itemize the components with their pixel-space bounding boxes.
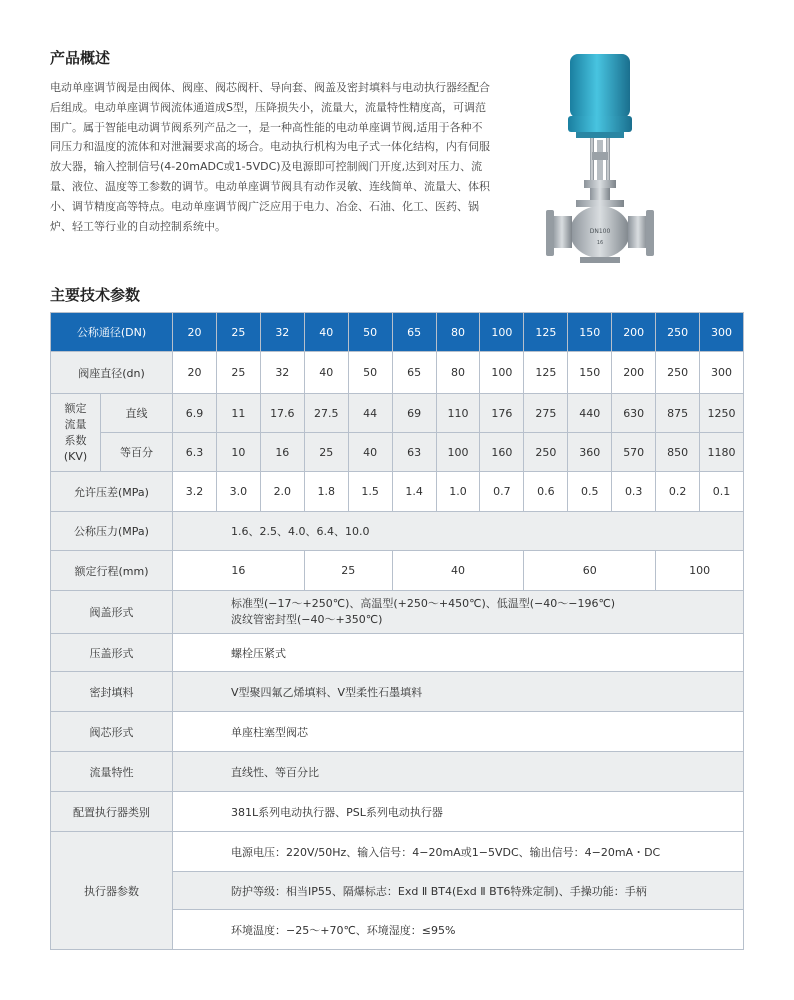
kv-linear-value: 17.6 xyxy=(260,394,304,433)
table-row xyxy=(51,352,744,394)
travel-value: 25 xyxy=(304,551,392,591)
seat-dn-value: 40 xyxy=(304,352,348,394)
table-row xyxy=(51,712,744,752)
actuator-params-label: 执行器参数 xyxy=(51,832,173,950)
kv-linear-value: 440 xyxy=(568,394,612,433)
flow-char-value: 直线性、等百分比 xyxy=(173,752,744,792)
kv-equal-value: 1180 xyxy=(700,433,744,472)
table-row xyxy=(51,634,744,672)
seat-dn-value: 80 xyxy=(436,352,480,394)
dn-value: 25 xyxy=(216,313,260,352)
travel-value: 100 xyxy=(656,551,744,591)
kv-equal-value: 63 xyxy=(392,433,436,472)
specs-heading: 主要技术参数 xyxy=(50,286,141,304)
table-row xyxy=(51,752,744,792)
kv-linear-value: 69 xyxy=(392,394,436,433)
pressure-diff-value: 1.8 xyxy=(304,472,348,512)
dn-value: 32 xyxy=(260,313,304,352)
kv-linear-label: 直线 xyxy=(101,394,173,433)
kv-linear-value: 275 xyxy=(524,394,568,433)
kv-linear-value: 27.5 xyxy=(304,394,348,433)
kv-equal-value: 40 xyxy=(348,433,392,472)
flow-char-label: 流量特性 xyxy=(51,752,173,792)
bonnet-value xyxy=(173,591,744,634)
kv-equal-value: 25 xyxy=(304,433,348,472)
nominal-pressure-value: 1.6、2.5、4.0、6.4、10.0 xyxy=(173,512,744,551)
overview-paragraph: 电动单座调节阀是由阀体、阀座、阀芯阀杆、导向套、阀盖及密封填料与电动执行器经配合后组成。电动单座调节阀流体通道成S型，压降损失小，流量大，流量特性精度高，可调范围广。属于智能电动调节阀系列产品之一，是一种高性能的电动单座调节阀,适用于各种不同压力和温度的流体和对泄漏要求高的场合。电动执行机构为电子式一体化结构，内有伺服放大器，输入控制信号(4-20mADC或1-5VDC)及电源即可控制阀门开度,达到对压力、流量、液位、温度等工参数的调节。电动单座调节阀具有动作灵敏、连线简单、流量大、体积小、调节精度高等特点。电动单座调节阀广泛应用于电力、冶金、石油、化工、医药、锅炉、轻工等行业的自动控制系统中。 xyxy=(50,81,490,233)
dn-value: 150 xyxy=(568,313,612,352)
dn-value: 300 xyxy=(700,313,744,352)
actuator-type-label: 配置执行器类别 xyxy=(51,792,173,832)
dn-value: 20 xyxy=(173,313,217,352)
pressure-diff-value: 3.2 xyxy=(173,472,217,512)
seat-dn-label: 阀座直径(dn) xyxy=(51,352,173,394)
kv-label-line: 系数 xyxy=(64,433,87,447)
travel-label: 额定行程(mm) xyxy=(51,551,173,591)
kv-linear-value: 630 xyxy=(612,394,656,433)
table-row xyxy=(51,433,744,472)
dn-value: 125 xyxy=(524,313,568,352)
spec-table xyxy=(50,312,744,950)
table-row xyxy=(51,394,744,433)
table-row xyxy=(51,672,744,712)
kv-linear-value: 6.9 xyxy=(173,394,217,433)
pressure-diff-value: 1.0 xyxy=(436,472,480,512)
pressure-diff-value: 1.5 xyxy=(348,472,392,512)
table-row xyxy=(51,512,744,551)
kv-label-line: 额定 xyxy=(64,401,87,415)
kv-label-line: (KV) xyxy=(63,449,88,463)
kv-label xyxy=(51,394,101,472)
pressure-diff-value: 2.0 xyxy=(260,472,304,512)
travel-value: 16 xyxy=(173,551,305,591)
seat-dn-value: 25 xyxy=(216,352,260,394)
kv-linear-value: 44 xyxy=(348,394,392,433)
pressure-diff-label: 允许压差(MPa) xyxy=(51,472,173,512)
kv-equal-value: 6.3 xyxy=(173,433,217,472)
kv-linear-value: 11 xyxy=(216,394,260,433)
bonnet-line: 标准型(−17～+250℃)、高温型(+250～+450℃)、低温型(−40～−196℃) xyxy=(231,597,616,610)
seat-dn-value: 20 xyxy=(173,352,217,394)
kv-linear-value: 110 xyxy=(436,394,480,433)
seat-dn-value: 300 xyxy=(700,352,744,394)
bonnet-label: 阀盖形式 xyxy=(51,591,173,634)
seat-dn-value: 32 xyxy=(260,352,304,394)
actuator-power-value: 电源电压：220V/50Hz、输入信号：4−20mA或1−5VDC、输出信号：4−20mA・DC xyxy=(173,832,744,872)
nominal-pressure-label: 公称压力(MPa) xyxy=(51,512,173,551)
dn-value: 250 xyxy=(656,313,700,352)
kv-linear-value: 1250 xyxy=(700,394,744,433)
table-row xyxy=(51,313,744,352)
seat-dn-value: 250 xyxy=(656,352,700,394)
kv-label-line: 流量 xyxy=(64,417,87,431)
overview-heading: 产品概述 xyxy=(50,49,111,67)
actuator-type-value: 381L系列电动执行器、PSL系列电动执行器 xyxy=(173,792,744,832)
valve-body-marking: DN100 xyxy=(589,228,611,235)
dn-value: 200 xyxy=(612,313,656,352)
seat-dn-value: 65 xyxy=(392,352,436,394)
actuator-protection-value: 防护等级：相当IP55、隔爆标志：Exd Ⅱ BT4(Exd Ⅱ BT6特殊定制)、手操功能：手柄 xyxy=(173,872,744,910)
packing-value: V型聚四氟乙烯填料、V型柔性石墨填料 xyxy=(173,672,744,712)
kv-equal-value: 10 xyxy=(216,433,260,472)
kv-equal-value: 100 xyxy=(436,433,480,472)
kv-equal-value: 160 xyxy=(480,433,524,472)
travel-value: 60 xyxy=(524,551,656,591)
seat-dn-value: 125 xyxy=(524,352,568,394)
actuator-environment-value: 环境温度：−25～+70℃、环境湿度：≤95% xyxy=(173,910,744,950)
bonnet-line: 波纹管密封型(−40～+350℃) xyxy=(231,613,383,626)
pressure-diff-value: 0.3 xyxy=(612,472,656,512)
nominal-dn-label: 公称通径(DN) xyxy=(51,313,173,352)
seat-dn-value: 100 xyxy=(480,352,524,394)
packing-label: 密封填料 xyxy=(51,672,173,712)
kv-equal-label: 等百分 xyxy=(101,433,173,472)
pressure-diff-value: 0.5 xyxy=(568,472,612,512)
dn-value: 80 xyxy=(436,313,480,352)
gland-label: 压盖形式 xyxy=(51,634,173,672)
kv-linear-value: 875 xyxy=(656,394,700,433)
pressure-diff-value: 0.2 xyxy=(656,472,700,512)
table-row xyxy=(51,832,744,872)
travel-value: 40 xyxy=(392,551,524,591)
table-row xyxy=(51,591,744,634)
kv-linear-value: 176 xyxy=(480,394,524,433)
kv-equal-value: 850 xyxy=(656,433,700,472)
kv-equal-value: 250 xyxy=(524,433,568,472)
valve-body-sub-marking: 16 xyxy=(596,240,604,246)
plug-label: 阀芯形式 xyxy=(51,712,173,752)
kv-equal-value: 570 xyxy=(612,433,656,472)
dn-value: 50 xyxy=(348,313,392,352)
dn-value: 65 xyxy=(392,313,436,352)
dn-value: 100 xyxy=(480,313,524,352)
valve-product-image xyxy=(540,52,660,282)
pressure-diff-value: 1.4 xyxy=(392,472,436,512)
kv-equal-value: 16 xyxy=(260,433,304,472)
seat-dn-value: 150 xyxy=(568,352,612,394)
seat-dn-value: 200 xyxy=(612,352,656,394)
kv-equal-value: 360 xyxy=(568,433,612,472)
pressure-diff-value: 0.6 xyxy=(524,472,568,512)
pressure-diff-value: 3.0 xyxy=(216,472,260,512)
plug-value: 单座柱塞型阀芯 xyxy=(173,712,744,752)
pressure-diff-value: 0.1 xyxy=(700,472,744,512)
table-row xyxy=(51,472,744,512)
table-row xyxy=(51,792,744,832)
gland-value: 螺栓压紧式 xyxy=(173,634,744,672)
pressure-diff-value: 0.7 xyxy=(480,472,524,512)
seat-dn-value: 50 xyxy=(348,352,392,394)
table-row xyxy=(51,551,744,591)
dn-value: 40 xyxy=(304,313,348,352)
